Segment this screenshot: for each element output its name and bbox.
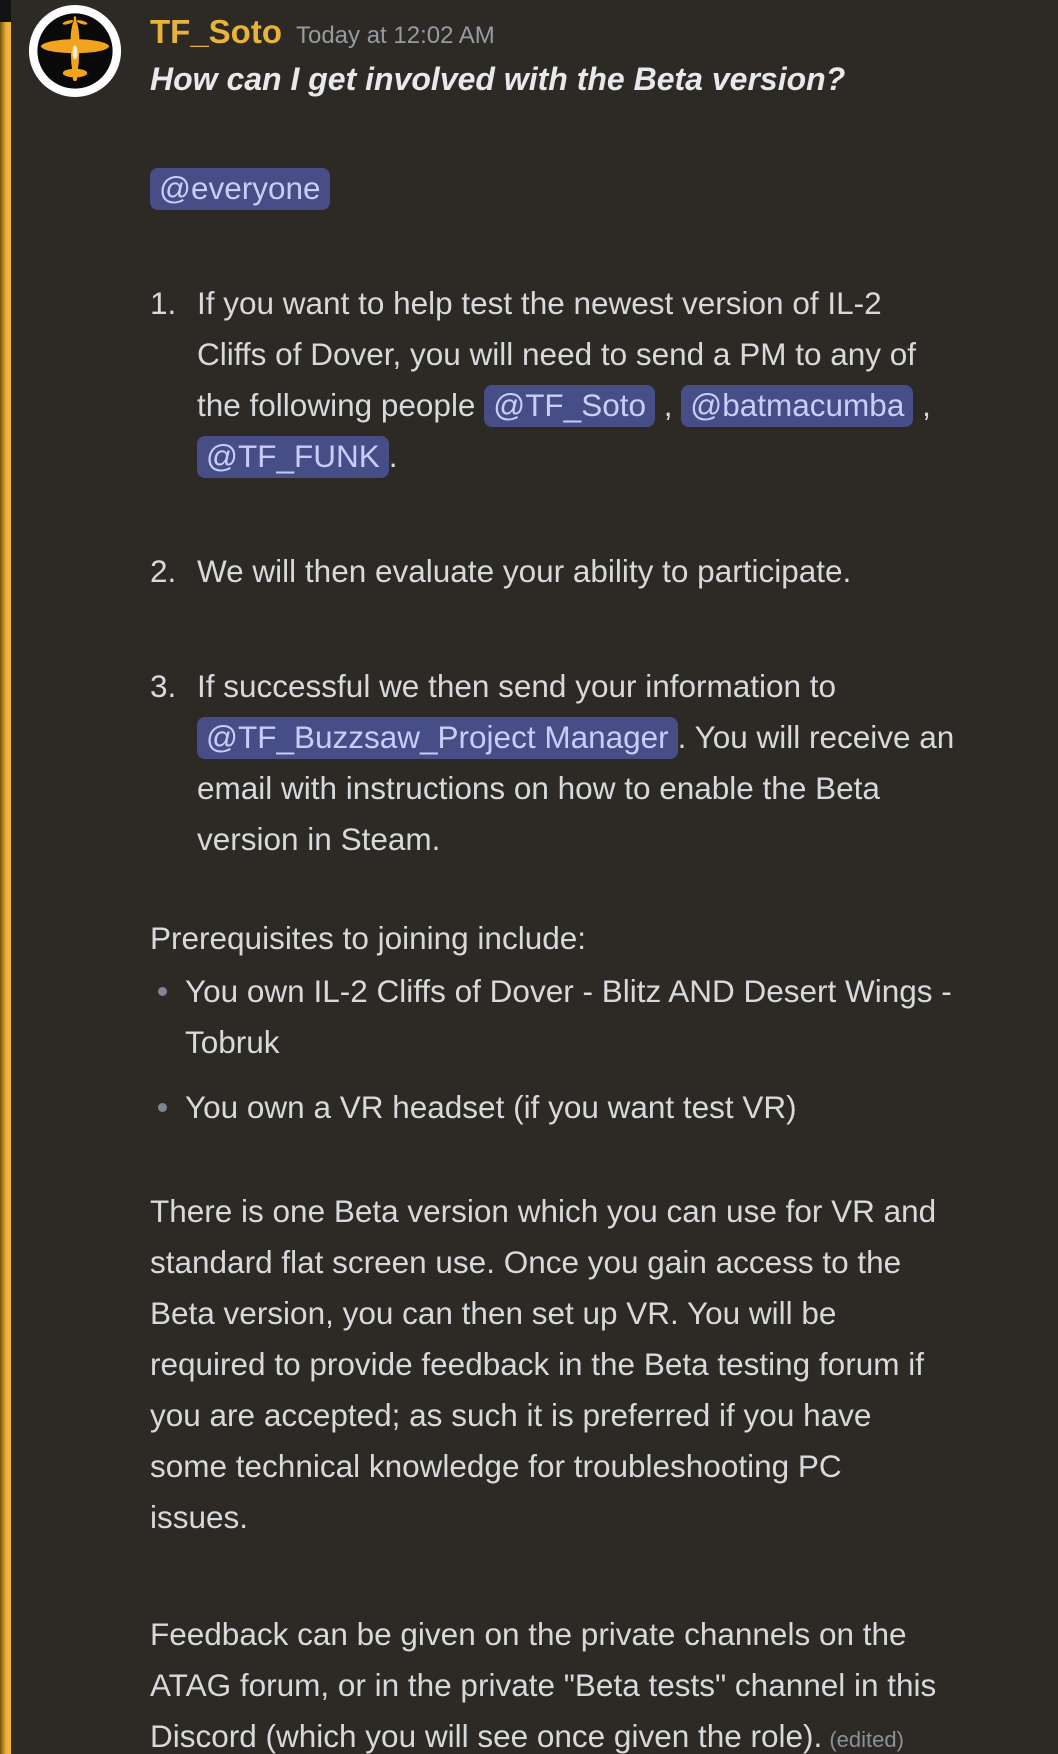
text-run: You own IL-2 Cliffs of Dover - Blitz AND Desert Wings - <box>185 973 952 1009</box>
item-number: 2. <box>150 553 177 589</box>
item-text <box>197 278 931 482</box>
edited-label: (edited) <box>829 1727 904 1752</box>
bullet-text <box>185 1082 797 1133</box>
bullet-text <box>185 966 952 1068</box>
text-run: required to provide feedback in the Beta testing forum if <box>150 1346 924 1382</box>
text-run: There is one Beta version which you can use for VR and <box>150 1193 937 1229</box>
item-number: 3. <box>150 668 177 704</box>
message-header <box>150 10 1046 54</box>
text-run: Cliffs of Dover, you will need to send a PM to any of <box>197 336 917 372</box>
paragraph-beta-info <box>150 1186 1046 1543</box>
airplane-icon <box>28 4 122 98</box>
username[interactable]: TF_Soto <box>150 13 282 50</box>
text-run: Discord (which you will see once given the role). <box>150 1718 823 1754</box>
paragraph-feedback <box>150 1609 1046 1754</box>
bullet-dot <box>158 1103 167 1112</box>
item-number: 1. <box>150 285 177 321</box>
text-run: you are accepted; as such it is preferred if you have <box>150 1397 872 1433</box>
mention-highlight-bar <box>0 22 11 1754</box>
message-heading: How can I get involved with the Beta version? <box>150 61 846 97</box>
text-run: Tobruk <box>185 1024 280 1060</box>
text-run: the following people <box>197 387 485 423</box>
text-run: version in Steam. <box>197 821 441 857</box>
text-run: email with instructions on how to enable the Beta <box>197 770 880 806</box>
text-run: Feedback can be given on the private channels on the <box>150 1616 907 1652</box>
top-left-notch <box>0 0 11 22</box>
text-run: , <box>913 387 931 423</box>
mention-pill[interactable]: @TF_Buzzsaw_Project Manager <box>197 717 678 759</box>
mention-pill[interactable]: @TF_FUNK <box>197 436 389 478</box>
everyone-mention-block <box>150 163 1046 212</box>
text-run: . <box>388 438 398 474</box>
bullet-item-1 <box>150 966 1046 1068</box>
text-run: If you want to help test the newest version of IL-2 <box>197 285 882 321</box>
bullet-item-2 <box>150 1082 1046 1133</box>
user-avatar[interactable] <box>28 4 122 98</box>
item-text <box>197 546 851 597</box>
text-run: Beta version, you can then set up VR. You will be <box>150 1295 837 1331</box>
bullet-list <box>150 966 1046 1133</box>
text-run: , <box>655 387 682 423</box>
text-run: some technical knowledge for troubleshooting PC <box>150 1448 842 1484</box>
text-run: We will then evaluate your ability to participate. <box>197 553 852 589</box>
text-run: ATAG forum, or in the private "Beta tests" channel in this <box>150 1667 937 1703</box>
text-run: If successful we then send your information to <box>197 668 837 704</box>
text-run: standard flat screen use. Once you gain access to the <box>150 1244 902 1280</box>
text-run: You own a VR headset (if you want test VR) <box>185 1089 797 1125</box>
timestamp: Today at 12:02 AM <box>295 22 495 49</box>
message-content <box>150 0 1046 1754</box>
list-item-1 <box>150 278 1046 482</box>
numbered-list <box>150 278 1046 865</box>
item-text <box>197 661 954 865</box>
text-run: . You will receive an <box>677 719 955 755</box>
mention-pill[interactable]: @TF_Soto <box>484 385 655 427</box>
list-item-2 <box>150 546 1046 597</box>
mention-pill[interactable]: @batmacumba <box>681 385 913 427</box>
list-item-3 <box>150 661 1046 865</box>
everyone-mention-pill[interactable]: @everyone <box>150 168 330 210</box>
prerequisites-heading: Prerequisites to joining include: <box>150 920 587 956</box>
bullet-dot <box>158 987 167 996</box>
text-run: issues. <box>150 1499 249 1535</box>
